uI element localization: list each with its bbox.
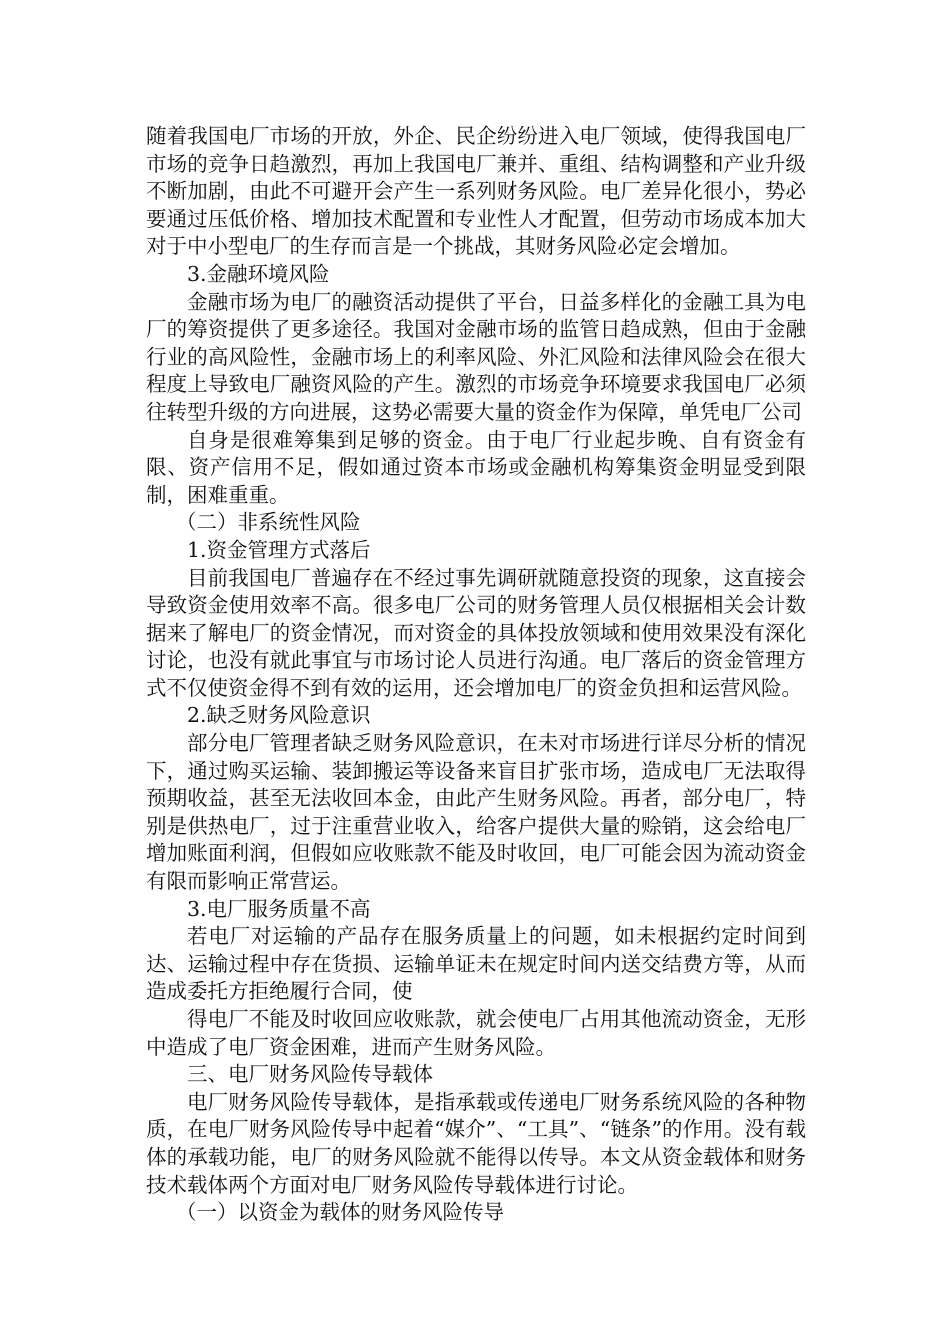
- heading-capital-carrier: （一）以资金为载体的财务风险传导: [176, 1200, 504, 1225]
- paragraph-risk-carrier: 电厂财务风险传导载体，是指承载或传递电厂财务系统风险的各种物质，在电厂财务风险传导中起着“媒介”、“工具”、“链条”的作用。没有载体的承载功能，电厂的财务风险就不能得以传导。本文从资金载体和财务技术载体两个方面对电厂财务风险传导载体进行讨论。: [146, 1089, 806, 1197]
- paragraph-receivables: 得电厂不能及时收回应收账款，就会使电厂占用其他流动资金，无形中造成了电厂资金困难，进而产生财务风险。: [146, 1007, 806, 1059]
- paragraph-risk-awareness: 部分电厂管理者缺乏财务风险意识，在未对市场进行详尽分析的情况下，通过购买运输、装卸搬运等设备来盲目扩张市场，造成电厂无法取得预期收益，甚至无法收回本金，由此产生财务风险。再者，部分电厂，特别是供热电厂，过于注重营业收入，给客户提供大量的赊销，这会给电厂增加账面利润，但假如应收账款不能及时收回，电厂可能会因为流动资金有限而影响正常营运。: [146, 731, 806, 894]
- heading-non-systematic-risk: （二）非系统性风险: [176, 510, 361, 535]
- heading-fund-management: 1.资金管理方式落后: [187, 537, 371, 562]
- paragraph-service-quality: 若电厂对运输的产品存在服务质量上的问题，如未根据约定时间到达、运输过程中存在货损、运输单证未在规定时间内送交结费方等，从而造成委托方拒绝履行合同，使: [146, 924, 806, 1004]
- heading-risk-carrier: 三、电厂财务风险传导载体: [187, 1062, 433, 1087]
- heading-financial-environment-risk: 3.金融环境风险: [187, 261, 330, 286]
- heading-risk-awareness: 2.缺乏财务风险意识: [187, 703, 371, 728]
- heading-service-quality: 3.电厂服务质量不高: [187, 896, 371, 921]
- paragraph-fund-management: 目前我国电厂普遍存在不经过事先调研就随意投资的现象，这直接会导致资金使用效率不高。很多电厂公司的财务管理人员仅根据相关会计数据来了解电厂的资金情况，而对资金的具体投放领域和使用效果没有深化讨论，也没有就此事宜与市场讨论人员进行沟通。电厂落后的资金管理方式不仅使资金得不到有效的运用，还会增加电厂的资金负担和运营风险。: [146, 565, 806, 700]
- paragraph-competition: 随着我国电厂市场的开放，外企、民企纷纷进入电厂领域，使得我国电厂市场的竞争日趋激烈，再加上我国电厂兼并、重组、结构调整和产业升级不断加剧，由此不可避开会产生一系列财务风险。电厂差异化很小，势必要通过压低价格、增加技术配置和专业性人才配置，但劳动市场成本加大对于中小型电厂的生存而言是一个挑战，其财务风险必定会增加。: [146, 124, 806, 259]
- document-body: [146, 123, 806, 1227]
- paragraph-financial-market: 金融市场为电厂的融资活动提供了平台，日益多样化的金融工具为电厂的筹资提供了更多途径。我国对金融市场的监管日趋成熟，但由于金融行业的高风险性，金融市场上的利率风险、外汇风险和法律风险会在很大程度上导致电厂融资风险的产生。激烈的市场竞争环境要求我国电厂必须往转型升级的方向进展，这势必需要大量的资金作为保障，单凭电厂公司: [146, 289, 806, 424]
- paragraph-self-funding: 自身是很难筹集到足够的资金。由于电厂行业起步晚、自有资金有限、资产信用不足，假如通过资本市场或金融机构筹集资金明显受到限制，困难重重。: [146, 427, 806, 507]
